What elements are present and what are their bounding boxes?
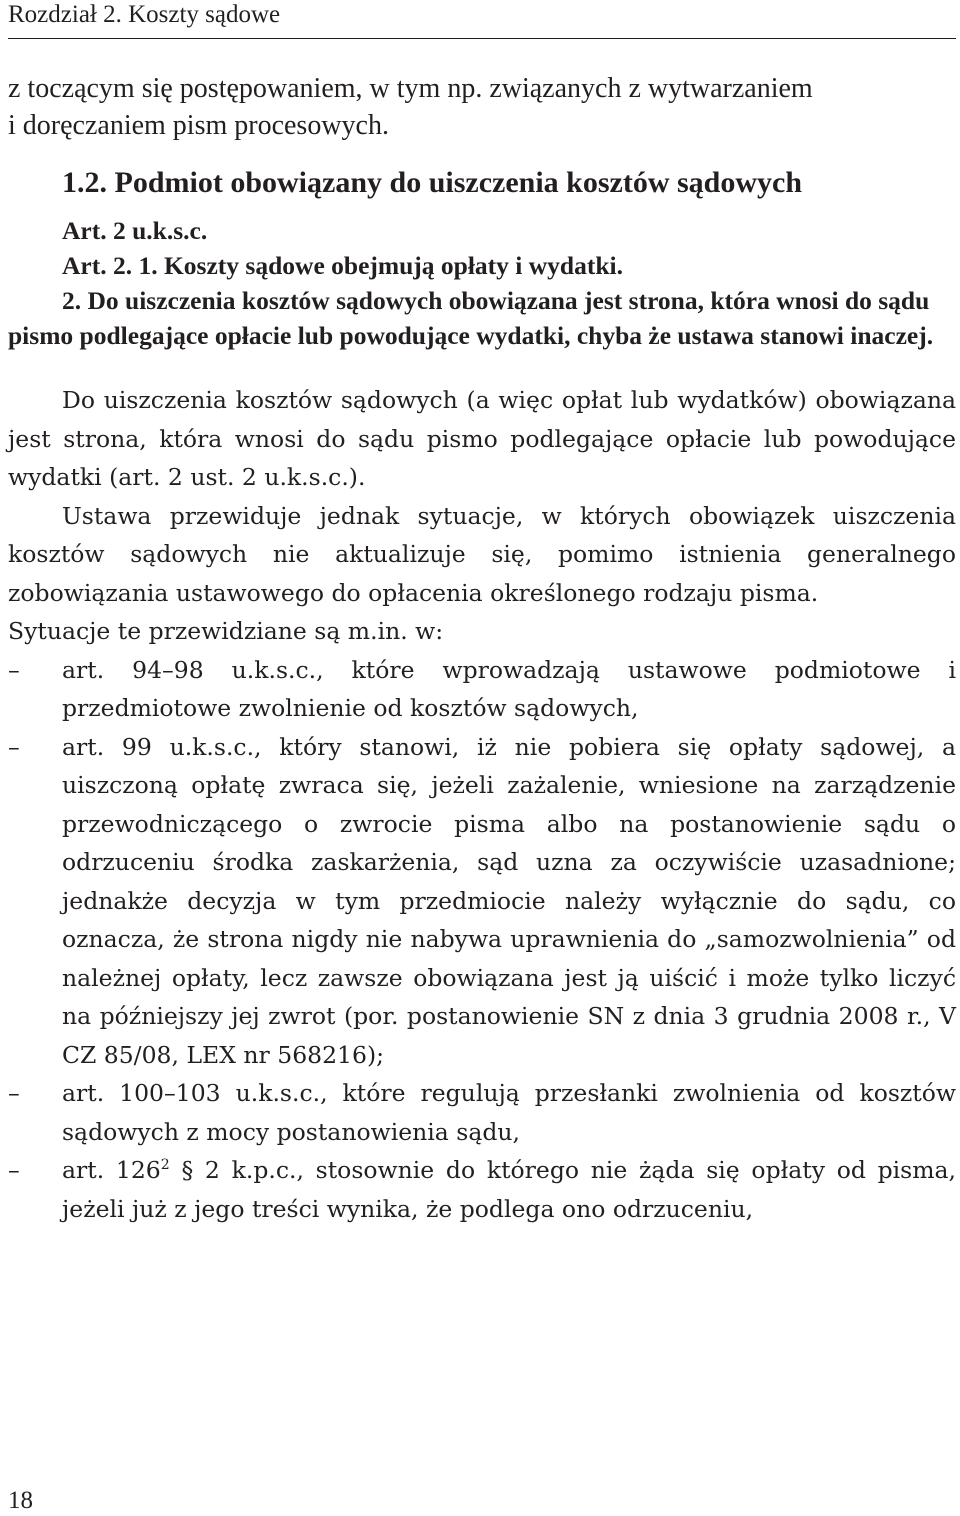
exceptions-list xyxy=(8,651,956,1229)
list-item-suffix: § 2 k.p.c., stosownie do którego nie żąda się opłaty od pisma, jeżeli już z jego treści wynika, że podlega ono odrzuceniu, xyxy=(62,1156,957,1223)
statute-para-1: Art. 2. 1. Koszty sądowe obejmują opłaty i wydatki. xyxy=(62,251,623,280)
list-item-text: art. 100–103 u.k.s.c., które regulują przesłanki zwolnienia od kosztów sądowych z mocy postanowienia sądu, xyxy=(62,1079,956,1146)
paragraph-1: Do uiszczenia kosztów sądowych (a więc opłat lub wydatków) obowiązana jest strona, która wnosi do sądu pismo podlegające opłacie lub powodujące wydatki (art. 2 ust. 2 u.k.s.c.). xyxy=(8,386,956,491)
list-item xyxy=(8,651,956,728)
list-dash: – xyxy=(8,655,20,684)
list-dash: – xyxy=(8,1156,20,1184)
page-content xyxy=(8,70,956,1228)
statute-para-2: 2. Do uiszczenia kosztów sądowych obowiązana jest strona, która wnosi do sądu pismo podlegające opłacie lub powodujące wydatki, chyba że ustawa stanowi inaczej. xyxy=(8,286,934,350)
statute-block xyxy=(8,213,956,353)
intro-line-2: i doręczaniem pism procesowych. xyxy=(8,110,389,141)
list-item-superscript: 2 xyxy=(160,1157,170,1174)
list-item-prefix: art. 126 xyxy=(62,1156,161,1184)
header-rule xyxy=(8,38,956,39)
list-item-text: art. 99 u.k.s.c., który stanowi, iż nie pobiera się opłaty sądowej, a uiszczoną opłatę zwraca się, jeżeli zażalenie, wniesione na zarządzenie przewodniczącego o zwrocie pisma albo na postanowienie sądu o odrzuceniu środka zaskarżenia, sąd uzna za oczywiście uzasadnione; jednakże decyzja w tym przedmiocie należy wyłącznie do sądu, co oznacza, że strona nigdy nie nabywa uprawnienia do „samozwolnienia” od należnej opłaty, lecz zawsze obowiązana jest ją uiścić i może tylko liczyć na późniejszy jej zwrot (por. postanowienie SN z dnia 3 grudnia 2008 r., V CZ 85/08, LEX nr 568216); xyxy=(62,732,956,1069)
paragraph-2: Ustawa przewiduje jednak sytuacje, w których obowiązek uiszczenia kosztów sądowych nie aktualizuje się, pomimo istnienia generalnego zobowiązania ustawowego do opłacenia określonego rodzaju pisma. xyxy=(8,501,956,607)
page-number: 18 xyxy=(8,1487,33,1514)
list-dash: – xyxy=(8,1079,20,1107)
list-item xyxy=(8,1074,956,1151)
list-dash: – xyxy=(8,732,20,761)
list-item xyxy=(8,728,956,1075)
statute-ref: Art. 2 u.k.s.c. xyxy=(62,216,208,245)
intro-line-1: z toczącym się postępowaniem, w tym np. związanych z wytwarzaniem xyxy=(8,73,813,104)
list-item xyxy=(8,1151,956,1228)
paragraph-3: Sytuacje te przewidziane są m.in. w: xyxy=(8,617,444,645)
running-head: Rozdział 2. Koszty sądowe xyxy=(8,1,281,28)
section-heading: 1.2. Podmiot obowiązany do uiszczenia kosztów sądowych xyxy=(62,166,803,199)
list-item-text: art. 94–98 u.k.s.c., które wprowadzają ustawowe podmiotowe i przedmiotowe zwolnienie od kosztów sądowych, xyxy=(62,655,956,722)
